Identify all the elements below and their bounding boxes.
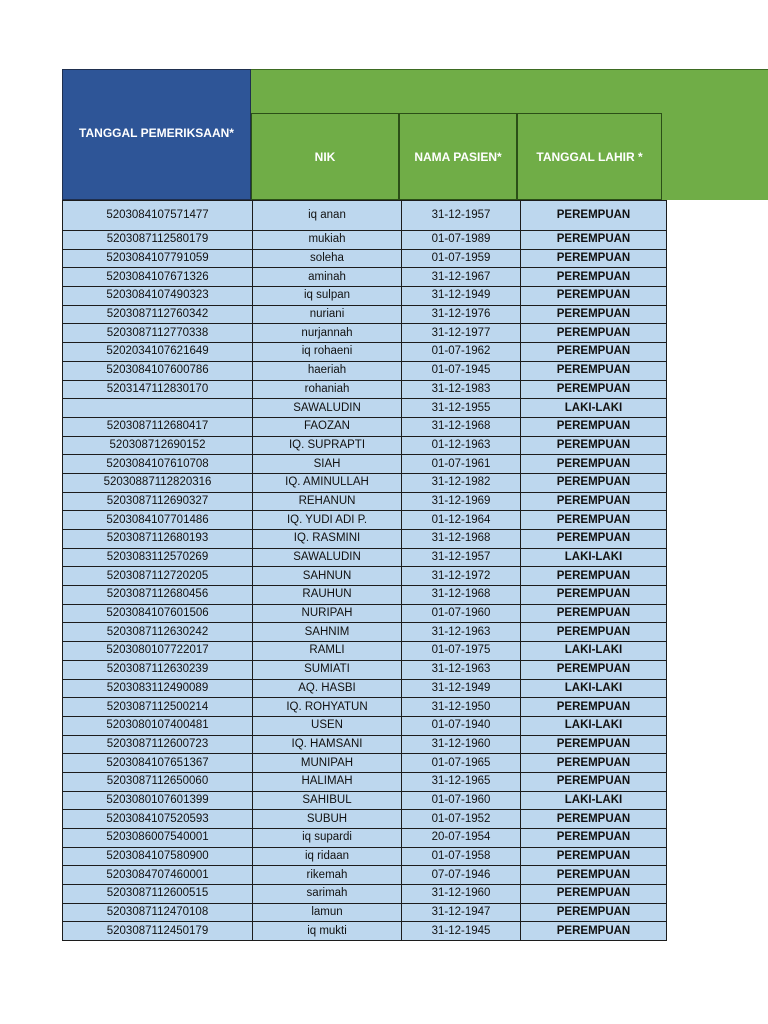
- cell-jenis-kelamin[interactable]: PEREMPUAN: [521, 455, 667, 474]
- cell-tanggal-lahir[interactable]: 07-07-1946: [402, 866, 521, 885]
- table-row: [63, 623, 667, 642]
- cell-tanggal-lahir[interactable]: 31-12-1957: [402, 548, 521, 567]
- cell-nik[interactable]: 5203083112490089: [63, 679, 253, 698]
- cell-jenis-kelamin[interactable]: PEREMPUAN: [521, 586, 667, 605]
- header-nama-pasien-label: NAMA PASIEN*: [414, 149, 502, 164]
- cell-nik[interactable]: 5203084107701486: [63, 511, 253, 530]
- cell-nama-pasien[interactable]: AQ. HASBI: [253, 679, 402, 698]
- table-row: [63, 604, 667, 623]
- table-row: [63, 698, 667, 717]
- header-tanggal-lahir[interactable]: [517, 113, 662, 200]
- cell-nama-pasien[interactable]: nuriani: [253, 305, 402, 324]
- cell-jenis-kelamin[interactable]: PEREMPUAN: [521, 829, 667, 848]
- cell-nik[interactable]: 5203147112830170: [63, 380, 253, 399]
- cell-tanggal-lahir[interactable]: 31-12-1977: [402, 324, 521, 343]
- cell-nama-pasien[interactable]: RAMLI: [253, 642, 402, 661]
- table-row: [63, 679, 667, 698]
- cell-tanggal-lahir[interactable]: 01-07-1975: [402, 642, 521, 661]
- table-row: [63, 810, 667, 829]
- cell-jenis-kelamin[interactable]: PEREMPUAN: [521, 324, 667, 343]
- cell-nik[interactable]: 5203087112500214: [63, 698, 253, 717]
- cell-jenis-kelamin[interactable]: PEREMPUAN: [521, 772, 667, 791]
- cell-jenis-kelamin[interactable]: PEREMPUAN: [521, 417, 667, 436]
- cell-jenis-kelamin[interactable]: PEREMPUAN: [521, 361, 667, 380]
- table-row: [63, 455, 667, 474]
- cell-nama-pasien[interactable]: iq supardi: [253, 829, 402, 848]
- table-row: [63, 492, 667, 511]
- cell-jenis-kelamin[interactable]: PEREMPUAN: [521, 249, 667, 268]
- cell-jenis-kelamin[interactable]: PEREMPUAN: [521, 201, 667, 231]
- header-tanggal-lahir-label: TANGGAL LAHIR *: [536, 149, 643, 164]
- patient-table: [62, 200, 667, 941]
- cell-nik[interactable]: 5203083112570269: [63, 548, 253, 567]
- cell-nik[interactable]: 5203087112580179: [63, 231, 253, 250]
- cell-tanggal-lahir[interactable]: 31-12-1950: [402, 698, 521, 717]
- cell-nama-pasien[interactable]: SUBUH: [253, 810, 402, 829]
- cell-tanggal-lahir[interactable]: 20-07-1954: [402, 829, 521, 848]
- cell-nama-pasien[interactable]: sarimah: [253, 885, 402, 904]
- table-row: [63, 586, 667, 605]
- cell-nik[interactable]: 5203084707460001: [63, 866, 253, 885]
- cell-nik[interactable]: 5203086007540001: [63, 829, 253, 848]
- cell-nama-pasien[interactable]: HALIMAH: [253, 772, 402, 791]
- table-row: [63, 829, 667, 848]
- header-nik[interactable]: [251, 113, 399, 200]
- cell-jenis-kelamin[interactable]: LAKI-LAKI: [521, 548, 667, 567]
- cell-tanggal-lahir[interactable]: 31-12-1949: [402, 679, 521, 698]
- table-row: [63, 399, 667, 418]
- cell-nik[interactable]: 5203087112450179: [63, 922, 253, 941]
- cell-nama-pasien[interactable]: iq mukti: [253, 922, 402, 941]
- cell-nama-pasien[interactable]: REHANUN: [253, 492, 402, 511]
- cell-tanggal-lahir[interactable]: 01-12-1963: [402, 436, 521, 455]
- table-row: [63, 361, 667, 380]
- cell-nik[interactable]: 5203087112630242: [63, 623, 253, 642]
- cell-nama-pasien[interactable]: iq sulpan: [253, 287, 402, 306]
- cell-nama-pasien[interactable]: SAHNIM: [253, 623, 402, 642]
- cell-nik[interactable]: 52030887112820316: [63, 473, 253, 492]
- table-row: [63, 791, 667, 810]
- cell-nama-pasien[interactable]: lamun: [253, 903, 402, 922]
- table-row: [63, 754, 667, 773]
- cell-jenis-kelamin[interactable]: PEREMPUAN: [521, 231, 667, 250]
- header-band-extension: [661, 113, 768, 200]
- cell-jenis-kelamin[interactable]: PEREMPUAN: [521, 436, 667, 455]
- header-band: [251, 69, 768, 113]
- cell-jenis-kelamin[interactable]: PEREMPUAN: [521, 305, 667, 324]
- cell-tanggal-lahir[interactable]: 31-12-1945: [402, 922, 521, 941]
- cell-nik[interactable]: 5203087112630239: [63, 660, 253, 679]
- cell-nama-pasien[interactable]: SAHNUN: [253, 567, 402, 586]
- cell-tanggal-lahir[interactable]: 31-12-1968: [402, 586, 521, 605]
- cell-jenis-kelamin[interactable]: PEREMPUAN: [521, 380, 667, 399]
- cell-tanggal-lahir[interactable]: 31-12-1968: [402, 530, 521, 549]
- cell-nama-pasien[interactable]: IQ. SUPRAPTI: [253, 436, 402, 455]
- cell-nik[interactable]: 5203087112690327: [63, 492, 253, 511]
- cell-nik[interactable]: 5203087112650060: [63, 772, 253, 791]
- cell-nama-pasien[interactable]: SAWALUDIN: [253, 548, 402, 567]
- cell-nama-pasien[interactable]: iq ridaan: [253, 847, 402, 866]
- cell-tanggal-lahir[interactable]: 31-12-1968: [402, 417, 521, 436]
- cell-nik[interactable]: 5203084107580900: [63, 847, 253, 866]
- cell-nama-pasien[interactable]: rikemah: [253, 866, 402, 885]
- cell-nama-pasien[interactable]: SAHIBUL: [253, 791, 402, 810]
- cell-nik[interactable]: 5203087112470108: [63, 903, 253, 922]
- cell-jenis-kelamin[interactable]: PEREMPUAN: [521, 754, 667, 773]
- cell-jenis-kelamin[interactable]: PEREMPUAN: [521, 567, 667, 586]
- table-row: [63, 436, 667, 455]
- table-row: [63, 716, 667, 735]
- cell-jenis-kelamin[interactable]: PEREMPUAN: [521, 922, 667, 941]
- table-row: [63, 903, 667, 922]
- cell-tanggal-lahir[interactable]: 31-12-1957: [402, 201, 521, 231]
- header-tanggal-pemeriksaan[interactable]: [62, 69, 251, 200]
- table-row: [63, 473, 667, 492]
- cell-tanggal-lahir[interactable]: 01-07-1940: [402, 716, 521, 735]
- cell-nama-pasien[interactable]: mukiah: [253, 231, 402, 250]
- cell-tanggal-lahir[interactable]: 31-12-1960: [402, 885, 521, 904]
- cell-jenis-kelamin[interactable]: PEREMPUAN: [521, 473, 667, 492]
- header-nik-label: NIK: [314, 149, 336, 164]
- cell-tanggal-lahir[interactable]: 31-12-1947: [402, 903, 521, 922]
- cell-tanggal-lahir[interactable]: 01-07-1989: [402, 231, 521, 250]
- cell-nik[interactable]: 5202034107621649: [63, 343, 253, 362]
- cell-jenis-kelamin[interactable]: PEREMPUAN: [521, 866, 667, 885]
- cell-nama-pasien[interactable]: IQ. RASMINI: [253, 530, 402, 549]
- table-row: [63, 885, 667, 904]
- cell-tanggal-lahir[interactable]: 31-12-1976: [402, 305, 521, 324]
- cell-jenis-kelamin[interactable]: LAKI-LAKI: [521, 791, 667, 810]
- table-row: [63, 922, 667, 941]
- cell-jenis-kelamin[interactable]: PEREMPUAN: [521, 287, 667, 306]
- cell-nama-pasien[interactable]: nurjannah: [253, 324, 402, 343]
- cell-nama-pasien[interactable]: SIAH: [253, 455, 402, 474]
- cell-tanggal-lahir[interactable]: 01-07-1961: [402, 455, 521, 474]
- cell-nik[interactable]: 5203087112770338: [63, 324, 253, 343]
- table-row: [63, 417, 667, 436]
- table-row: [63, 201, 667, 231]
- cell-nama-pasien[interactable]: iq anan: [253, 201, 402, 231]
- cell-nama-pasien[interactable]: haeriah: [253, 361, 402, 380]
- table-row: [63, 847, 667, 866]
- cell-tanggal-lahir[interactable]: 31-12-1983: [402, 380, 521, 399]
- cell-nik[interactable]: 5203087112680417: [63, 417, 253, 436]
- cell-nik[interactable]: 5203087112760342: [63, 305, 253, 324]
- table-row: [63, 642, 667, 661]
- cell-jenis-kelamin[interactable]: PEREMPUAN: [521, 511, 667, 530]
- table-row: [63, 343, 667, 362]
- cell-nama-pasien[interactable]: USEN: [253, 716, 402, 735]
- cell-tanggal-lahir[interactable]: 31-12-1967: [402, 268, 521, 287]
- cell-tanggal-lahir[interactable]: 31-12-1955: [402, 399, 521, 418]
- table-row: [63, 548, 667, 567]
- cell-jenis-kelamin[interactable]: PEREMPUAN: [521, 903, 667, 922]
- cell-jenis-kelamin[interactable]: PEREMPUAN: [521, 492, 667, 511]
- cell-nik[interactable]: 5203084107651367: [63, 754, 253, 773]
- cell-jenis-kelamin[interactable]: PEREMPUAN: [521, 343, 667, 362]
- cell-nik[interactable]: 5203084107671326: [63, 268, 253, 287]
- cell-nik[interactable]: 5203080107722017: [63, 642, 253, 661]
- cell-tanggal-lahir[interactable]: 31-12-1965: [402, 772, 521, 791]
- cell-jenis-kelamin[interactable]: PEREMPUAN: [521, 735, 667, 754]
- patient-table-body: [63, 201, 667, 941]
- table-row: [63, 511, 667, 530]
- cell-nama-pasien[interactable]: soleha: [253, 249, 402, 268]
- cell-nama-pasien[interactable]: aminah: [253, 268, 402, 287]
- cell-jenis-kelamin[interactable]: PEREMPUAN: [521, 268, 667, 287]
- cell-nik[interactable]: 5203084107600786: [63, 361, 253, 380]
- cell-nama-pasien[interactable]: MUNIPAH: [253, 754, 402, 773]
- cell-tanggal-lahir[interactable]: 31-12-1963: [402, 623, 521, 642]
- table-row: [63, 305, 667, 324]
- table-row: [63, 380, 667, 399]
- cell-nik[interactable]: 5203080107400481: [63, 716, 253, 735]
- cell-nik[interactable]: 5203084107490323: [63, 287, 253, 306]
- table-row: [63, 772, 667, 791]
- cell-nama-pasien[interactable]: IQ. ROHYATUN: [253, 698, 402, 717]
- table-row: [63, 866, 667, 885]
- cell-nik[interactable]: 5203084107520593: [63, 810, 253, 829]
- cell-nik[interactable]: 5203084107571477: [63, 201, 253, 231]
- cell-nik[interactable]: 5203087112720205: [63, 567, 253, 586]
- cell-jenis-kelamin[interactable]: PEREMPUAN: [521, 810, 667, 829]
- cell-tanggal-lahir[interactable]: 01-07-1965: [402, 754, 521, 773]
- cell-jenis-kelamin[interactable]: LAKI-LAKI: [521, 716, 667, 735]
- cell-nik[interactable]: 5203087112600515: [63, 885, 253, 904]
- cell-jenis-kelamin[interactable]: LAKI-LAKI: [521, 399, 667, 418]
- cell-nama-pasien[interactable]: FAOZAN: [253, 417, 402, 436]
- table-row: [63, 660, 667, 679]
- cell-tanggal-lahir[interactable]: 01-07-1960: [402, 791, 521, 810]
- table-row: [63, 735, 667, 754]
- table-row: [63, 231, 667, 250]
- cell-tanggal-lahir[interactable]: 01-07-1958: [402, 847, 521, 866]
- cell-jenis-kelamin[interactable]: PEREMPUAN: [521, 623, 667, 642]
- cell-nik[interactable]: 5203084107601506: [63, 604, 253, 623]
- cell-nama-pasien[interactable]: rohaniah: [253, 380, 402, 399]
- cell-nama-pasien[interactable]: RAUHUN: [253, 586, 402, 605]
- cell-nama-pasien[interactable]: SUMIATI: [253, 660, 402, 679]
- cell-tanggal-lahir[interactable]: 01-07-1945: [402, 361, 521, 380]
- cell-nik[interactable]: 5203080107601399: [63, 791, 253, 810]
- cell-tanggal-lahir[interactable]: 01-07-1960: [402, 604, 521, 623]
- cell-nik[interactable]: [63, 399, 253, 418]
- cell-tanggal-lahir[interactable]: 31-12-1972: [402, 567, 521, 586]
- cell-jenis-kelamin[interactable]: PEREMPUAN: [521, 530, 667, 549]
- cell-nik[interactable]: 5203087112680456: [63, 586, 253, 605]
- cell-nik[interactable]: 5203087112680193: [63, 530, 253, 549]
- cell-nik[interactable]: 5203084107610708: [63, 455, 253, 474]
- cell-tanggal-lahir[interactable]: 31-12-1969: [402, 492, 521, 511]
- cell-nama-pasien[interactable]: SAWALUDIN: [253, 399, 402, 418]
- cell-nama-pasien[interactable]: IQ. HAMSANI: [253, 735, 402, 754]
- cell-nik[interactable]: 520308712690152: [63, 436, 253, 455]
- table-row: [63, 249, 667, 268]
- cell-tanggal-lahir[interactable]: 31-12-1963: [402, 660, 521, 679]
- cell-nama-pasien[interactable]: NURIPAH: [253, 604, 402, 623]
- table-row: [63, 567, 667, 586]
- cell-tanggal-lahir[interactable]: 01-12-1964: [402, 511, 521, 530]
- cell-nik[interactable]: 5203084107791059: [63, 249, 253, 268]
- cell-tanggal-lahir[interactable]: 01-07-1962: [402, 343, 521, 362]
- cell-jenis-kelamin[interactable]: PEREMPUAN: [521, 604, 667, 623]
- cell-tanggal-lahir[interactable]: 01-07-1959: [402, 249, 521, 268]
- cell-nama-pasien[interactable]: IQ. AMINULLAH: [253, 473, 402, 492]
- header-nama-pasien[interactable]: [399, 113, 517, 200]
- cell-nama-pasien[interactable]: IQ. YUDI ADI P.: [253, 511, 402, 530]
- header-tanggal-pemeriksaan-label: TANGGAL PEMERIKSAAN*: [79, 125, 234, 140]
- cell-nik[interactable]: 5203087112600723: [63, 735, 253, 754]
- table-row: [63, 268, 667, 287]
- table-row: [63, 287, 667, 306]
- table-row: [63, 530, 667, 549]
- cell-tanggal-lahir[interactable]: 31-12-1982: [402, 473, 521, 492]
- cell-jenis-kelamin[interactable]: LAKI-LAKI: [521, 679, 667, 698]
- cell-jenis-kelamin[interactable]: PEREMPUAN: [521, 885, 667, 904]
- cell-jenis-kelamin[interactable]: PEREMPUAN: [521, 660, 667, 679]
- cell-jenis-kelamin[interactable]: PEREMPUAN: [521, 698, 667, 717]
- cell-nama-pasien[interactable]: iq rohaeni: [253, 343, 402, 362]
- table-row: [63, 324, 667, 343]
- cell-jenis-kelamin[interactable]: LAKI-LAKI: [521, 642, 667, 661]
- cell-tanggal-lahir[interactable]: 31-12-1949: [402, 287, 521, 306]
- cell-tanggal-lahir[interactable]: 31-12-1960: [402, 735, 521, 754]
- cell-jenis-kelamin[interactable]: PEREMPUAN: [521, 847, 667, 866]
- cell-tanggal-lahir[interactable]: 01-07-1952: [402, 810, 521, 829]
